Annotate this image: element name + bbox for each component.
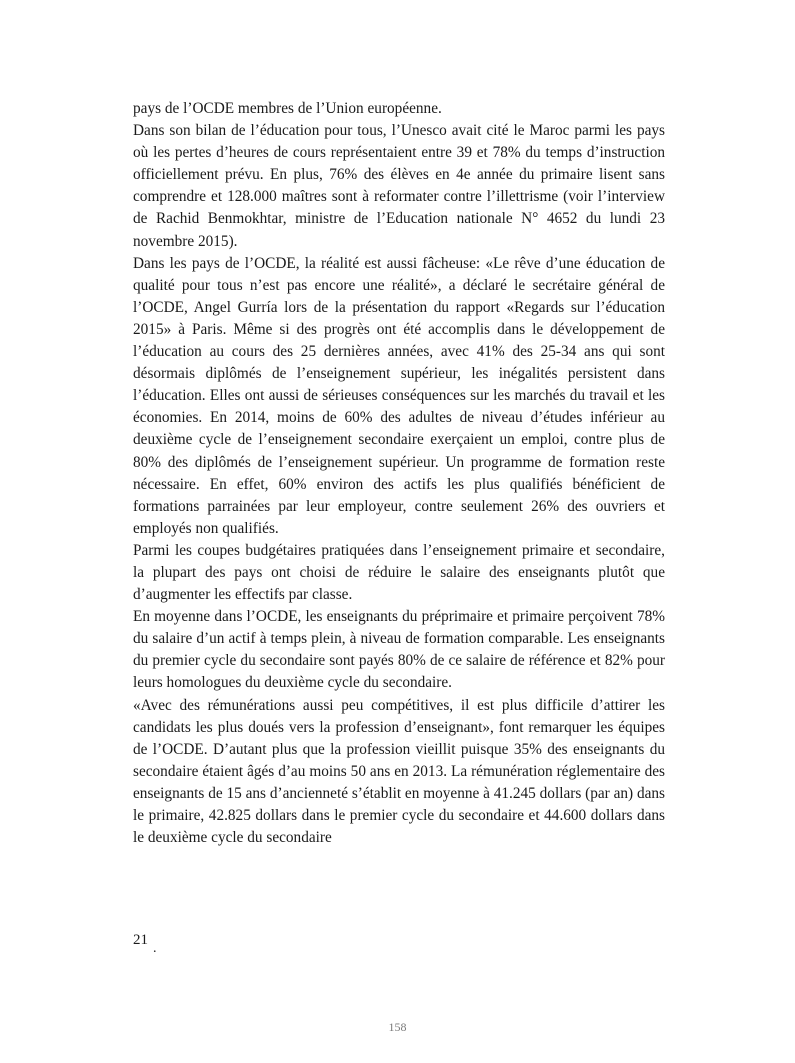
paragraph: pays de l’OCDE membres de l’Union européenne. <box>133 100 442 117</box>
page-body <box>133 98 665 849</box>
footnote <box>133 930 157 956</box>
page-number: 158 <box>388 1020 407 1034</box>
footnote-number: 21 <box>133 932 148 948</box>
paragraph: Dans son bilan de l’éducation pour tous, l’Unesco avait cité le Maroc parmi les pays où les pertes d’heures de cours représentaient entre 39 et 78% du temps d’instruction officiellement prévu. En plus, 76% des élèves en 4e année du primaire lisent sans comprendre et 128.000 maîtres sont à reformater contre l’illettrisme (voir l’interview de Rachid Benmokhtar, ministre de l’Education nationale N° 4652 du lundi 23 novembre 2015). <box>133 122 665 250</box>
paragraph: Parmi les coupes budgétaires pratiquées dans l’enseignement primaire et secondaire, la plupart des pays ont choisi de réduire le salaire des enseignants plutôt que d’augmenter les effectifs par classe. <box>133 541 665 604</box>
paragraph: En moyenne dans l’OCDE, les enseignants du préprimaire et primaire perçoivent 78% du salaire d’un actif à temps plein, à niveau de formation comparable. Les enseignants du premier cycle du secondaire sont payés 80% de ce salaire de référence et 82% pour leurs homologues du deuxième cycle du secondaire. <box>133 608 665 692</box>
footnote-text: . <box>153 941 157 956</box>
paragraph: «Avec des rémunérations aussi peu compétitives, il est plus difficile d’attirer les candidats les plus doués vers la profession d’enseignant», font remarquer les équipes de l’OCDE. D’autant plus que la profession vieillit puisque 35% des enseignants du secondaire étaient âgés d’au moins 50 ans en 2013. La rémunération réglementaire des enseignants de 15 ans d’ancienneté s’établit en moyenne à 41.245 dollars (par an) dans le primaire, 42.825 dollars dans le premier cycle du secondaire et 44.600 dollars dans le deuxième cycle du secondaire <box>133 696 665 847</box>
paragraph: Dans les pays de l’OCDE, la réalité est aussi fâcheuse: «Le rêve d’une éducation de qualité pour tous n’est pas encore une réalité», a déclaré le secrétaire général de l’OCDE, Angel Gurría lors de la présentation du rapport «Regards sur l’éducation 2015» à Paris. Même si des progrès ont été accomplis dans le développement de l’éducation au cours des 25 dernières années, avec 41% des 25-34 ans qui sont désormais diplômés de l’enseignement supérieur, les inégalités persistent dans l’éducation. Elles ont aussi de sérieuses conséquences sur les marchés du travail et les économies. En 2014, moins de 60% des adultes de niveau d’études inférieur au deuxième cycle de l’enseignement secondaire exerçaient un emploi, contre plus de 80% des diplômés de l’enseignement supérieur. Un programme de formation reste nécessaire. En effet, 60% environ des actifs les plus qualifiés bénéficient de formations parrainées par leur employeur, contre seulement 26% des ouvriers et employés non qualifiés. <box>133 254 665 537</box>
